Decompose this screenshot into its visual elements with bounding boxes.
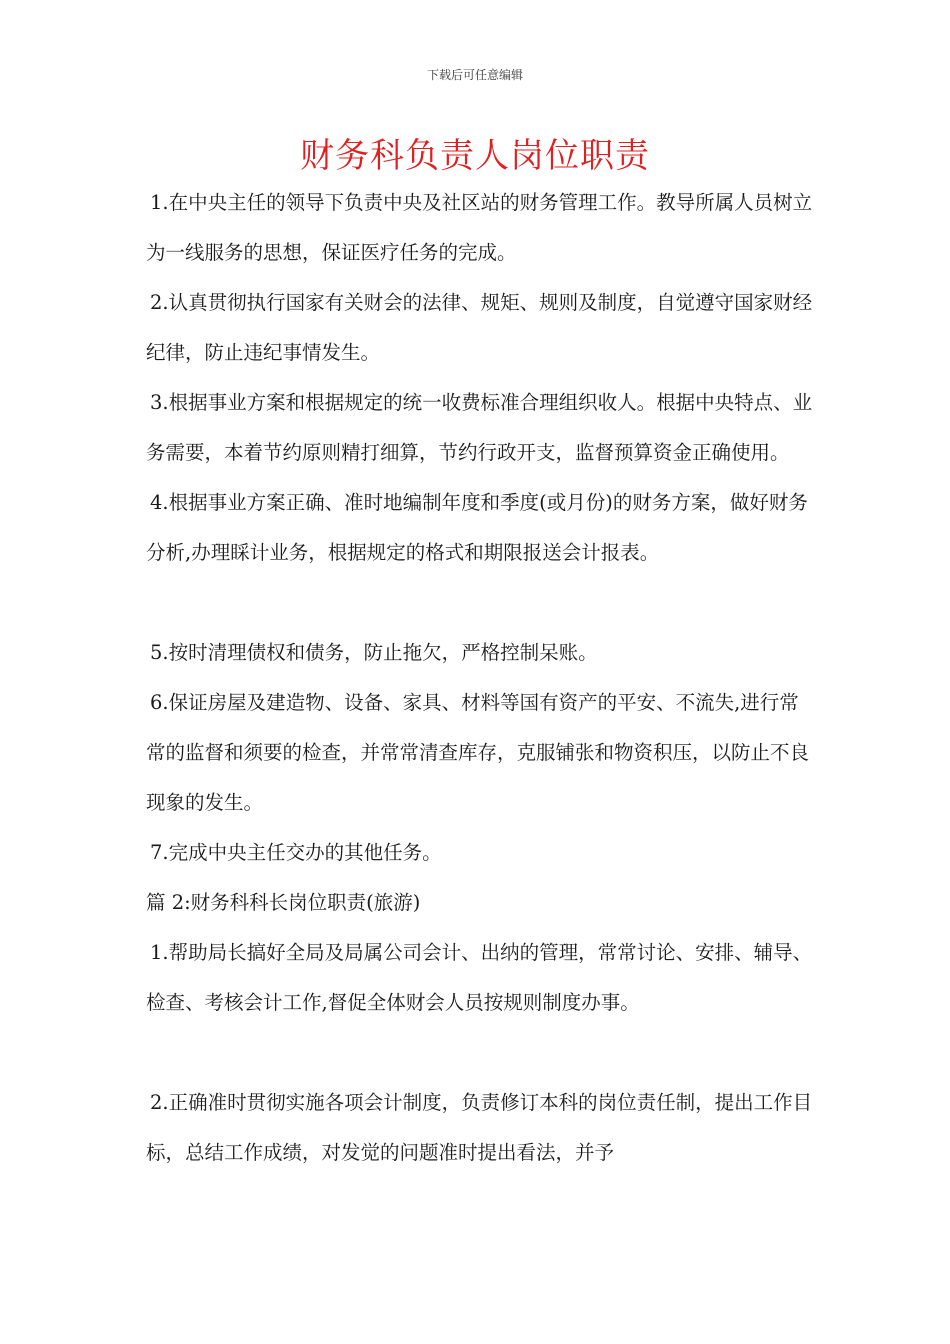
paragraph-gap <box>146 1028 814 1078</box>
paragraph-7: 7.完成中央主任交办的其他任务。 <box>150 841 442 864</box>
paragraph-4: 4.根据事业方案正确、准时地编制年度和季度(或月份)的财务方案，做好财务分析,办理睬计业务，根据规定的格式和期限报送会计报表。 <box>146 491 808 564</box>
paragraph-9: 2.正确准时贯彻实施各项会计制度，负责修订本科的岗位责任制，提出工作目标，总结工作成绩，对发觉的问题准时提出看法，并予 <box>146 1091 813 1164</box>
paragraph-gap <box>146 578 814 628</box>
section-heading: 篇 2:财务科科长岗位职责(旅游) <box>146 891 421 914</box>
paragraph-6: 6.保证房屋及建造物、设备、家具、材料等国有资产的平安、不流失,进行常常的监督和须要的检查，并常常清查库存，克服铺张和物资积压，以防止不良现象的发生。 <box>146 691 810 814</box>
paragraph-3: 3.根据事业方案和根据规定的统一收费标准合理组织收人。根据中央特点、业务需要，本着节约原则精打细算，节约行政开支，监督预算资金正确使用。 <box>146 391 813 464</box>
paragraph-1: 1.在中央主任的领导下负责中央及社区站的财务管理工作。教导所属人员树立为一线服务的思想，保证医疗任务的完成。 <box>146 191 813 264</box>
paragraph-2: 2.认真贯彻执行国家有关财会的法律、规矩、规则及制度，自觉遵守国家财经纪律，防止违纪事情发生。 <box>146 291 813 364</box>
document-body <box>146 178 814 1178</box>
document-title: 财务科负责人岗位职责 <box>300 136 650 176</box>
header-note: 下载后可任意编辑 <box>426 68 523 82</box>
paragraph-8: 1.帮助局长搞好全局及局属公司会计、出纳的管理，常常讨论、安排、辅导、检查、考核会计工作,督促全体财会人员按规则制度办事。 <box>146 941 813 1014</box>
paragraph-5: 5.按时清理债权和债务，防止拖欠，严格控制呆账。 <box>150 641 598 664</box>
